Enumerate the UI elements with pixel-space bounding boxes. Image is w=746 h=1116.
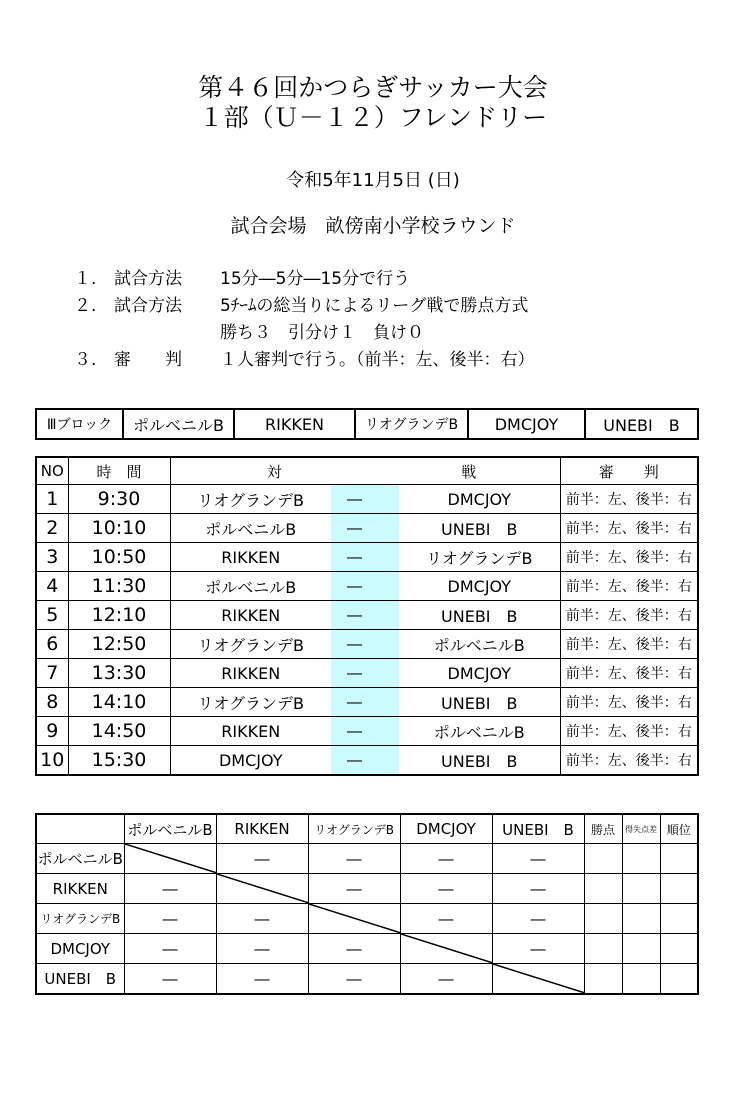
diagonal-line xyxy=(309,904,401,933)
schedule-row xyxy=(36,688,698,717)
result-cell: ― xyxy=(492,934,584,964)
match-number: 9 xyxy=(36,717,68,746)
league-standings-table xyxy=(35,813,699,995)
league-row xyxy=(36,874,698,904)
league-row xyxy=(36,934,698,964)
away-team: DMCJOY xyxy=(399,485,560,514)
referee-note: 前半：左、後半：右 xyxy=(560,601,698,630)
schedule-row xyxy=(36,659,698,688)
points-cell xyxy=(584,904,622,934)
header-time: 時 間 xyxy=(68,457,170,485)
vs-spacer xyxy=(378,630,399,659)
match-time: 14:50 xyxy=(68,717,170,746)
points-cell xyxy=(584,874,622,904)
match-number: 5 xyxy=(36,601,68,630)
match-time: 12:50 xyxy=(68,630,170,659)
referee-note: 前半：左、後半：右 xyxy=(560,572,698,601)
diagonal-line xyxy=(125,844,217,873)
vs-dash: ― xyxy=(331,688,378,717)
vs-dash: ― xyxy=(331,543,378,572)
away-team: リオグランデB xyxy=(399,543,560,572)
home-team: リオグランデB xyxy=(170,630,331,659)
referee-note: 前半：左、後半：右 xyxy=(560,688,698,717)
referee-note: 前半：左、後半：右 xyxy=(560,717,698,746)
tournament-title: 第４６回かつらぎサッカー大会 xyxy=(198,73,548,102)
points-cell xyxy=(584,964,622,995)
division-title: １部（Ｕ－１２）フレンドリー xyxy=(198,103,548,132)
col-team: ポルベニルB xyxy=(124,814,216,844)
match-time: 10:50 xyxy=(68,543,170,572)
schedule-row xyxy=(36,572,698,601)
self-match-diagonal xyxy=(492,964,584,995)
match-number: 4 xyxy=(36,572,68,601)
rule-number: ３. xyxy=(74,350,97,370)
col-points: 勝点 xyxy=(584,814,622,844)
home-team: RIKKEN xyxy=(170,717,331,746)
diagonal-line xyxy=(493,964,585,993)
result-cell: ― xyxy=(400,964,492,995)
away-team: ポルベニルB xyxy=(399,630,560,659)
vs-spacer xyxy=(378,572,399,601)
referee-note: 前半：左、後半：右 xyxy=(560,746,698,776)
block-team: UNEBI B xyxy=(585,409,698,439)
league-row xyxy=(36,964,698,995)
result-cell: ― xyxy=(124,934,216,964)
schedule-row xyxy=(36,630,698,659)
row-team: リオグランデB xyxy=(36,904,124,934)
match-number: 1 xyxy=(36,485,68,514)
rule-number: ２. xyxy=(74,296,97,316)
result-cell: ― xyxy=(124,964,216,995)
match-time: 15:30 xyxy=(68,746,170,776)
vs-dash: ― xyxy=(331,572,378,601)
goal-diff-cell xyxy=(622,904,660,934)
goal-diff-cell xyxy=(622,874,660,904)
result-cell: ― xyxy=(308,964,400,995)
vs-spacer xyxy=(378,717,399,746)
col-goal-diff: 得失点差 xyxy=(622,814,660,844)
home-team: RIKKEN xyxy=(170,659,331,688)
schedule-row xyxy=(36,514,698,543)
home-team: RIKKEN xyxy=(170,601,331,630)
match-time: 13:30 xyxy=(68,659,170,688)
result-cell: ― xyxy=(216,964,308,995)
result-cell: ― xyxy=(400,874,492,904)
home-team: RIKKEN xyxy=(170,543,331,572)
col-team: DMCJOY xyxy=(400,814,492,844)
rule-text: 勝ち３ 引分け１ 負け０ xyxy=(220,323,424,343)
league-row xyxy=(36,844,698,874)
league-header-row xyxy=(36,814,698,844)
match-time: 11:30 xyxy=(68,572,170,601)
away-team: UNEBI B xyxy=(399,514,560,543)
block-team: RIKKEN xyxy=(234,409,355,439)
corner-cell xyxy=(36,814,124,844)
result-cell: ― xyxy=(492,904,584,934)
rule-label: 審 判 xyxy=(114,350,182,370)
schedule-row xyxy=(36,543,698,572)
result-cell: ― xyxy=(492,874,584,904)
result-cell: ― xyxy=(308,844,400,874)
col-team: RIKKEN xyxy=(216,814,308,844)
home-team: ポルベニルB xyxy=(170,514,331,543)
header-vs: 対 xyxy=(170,457,378,485)
match-schedule-table xyxy=(35,456,699,776)
rank-cell xyxy=(660,874,698,904)
block-team: リオグランデB xyxy=(355,409,468,439)
match-time: 10:10 xyxy=(68,514,170,543)
self-match-diagonal xyxy=(124,844,216,874)
match-number: 8 xyxy=(36,688,68,717)
diagonal-line xyxy=(401,934,493,963)
vs-spacer xyxy=(378,601,399,630)
block-team: ポルベニルB xyxy=(123,409,234,439)
match-time: 12:10 xyxy=(68,601,170,630)
vs-spacer xyxy=(378,485,399,514)
rule-number: １. xyxy=(74,269,97,289)
rank-cell xyxy=(660,934,698,964)
referee-note: 前半：左、後半：右 xyxy=(560,659,698,688)
schedule-row xyxy=(36,746,698,776)
rule-label: 試合方法 xyxy=(114,296,182,316)
block-label: Ⅲブロック xyxy=(36,409,123,439)
home-team: DMCJOY xyxy=(170,746,331,776)
match-number: 2 xyxy=(36,514,68,543)
vs-spacer xyxy=(378,688,399,717)
away-team: DMCJOY xyxy=(399,572,560,601)
vs-dash: ― xyxy=(331,485,378,514)
vs-dash: ― xyxy=(331,717,378,746)
match-time: 14:10 xyxy=(68,688,170,717)
points-cell xyxy=(584,844,622,874)
self-match-diagonal xyxy=(308,904,400,934)
col-team: リオグランデB xyxy=(308,814,400,844)
col-rank: 順位 xyxy=(660,814,698,844)
rule-text: １人審判で行う。（前半：左、後半：右） xyxy=(220,350,535,370)
result-cell: ― xyxy=(124,874,216,904)
result-cell: ― xyxy=(308,874,400,904)
row-team: RIKKEN xyxy=(36,874,124,904)
match-time: 9:30 xyxy=(68,485,170,514)
diagonal-line xyxy=(217,874,309,903)
row-team: ポルベニルB xyxy=(36,844,124,874)
self-match-diagonal xyxy=(216,874,308,904)
self-match-diagonal xyxy=(400,934,492,964)
rank-cell xyxy=(660,904,698,934)
result-cell: ― xyxy=(216,904,308,934)
away-team: UNEBI B xyxy=(399,746,560,776)
event-date: 令和5年11月5日 (日) xyxy=(286,170,460,191)
referee-note: 前半：左、後半：右 xyxy=(560,543,698,572)
home-team: リオグランデB xyxy=(170,485,331,514)
header-no: NO xyxy=(36,457,68,485)
vs-spacer xyxy=(378,514,399,543)
rule-text: 15分―5分―15分で行う xyxy=(220,269,411,289)
vs-spacer xyxy=(378,746,399,776)
home-team: リオグランデB xyxy=(170,688,331,717)
match-number: 10 xyxy=(36,746,68,776)
vs-dash: ― xyxy=(331,630,378,659)
result-cell: ― xyxy=(308,934,400,964)
rule-label: 試合方法 xyxy=(114,269,182,289)
schedule-row xyxy=(36,485,698,514)
vs-dash: ― xyxy=(331,746,378,776)
goal-diff-cell xyxy=(622,844,660,874)
match-number: 3 xyxy=(36,543,68,572)
goal-diff-cell xyxy=(622,964,660,995)
block-teams-table xyxy=(35,408,699,440)
row-team: UNEBI B xyxy=(36,964,124,995)
header-match: 戦 xyxy=(378,457,560,485)
col-team: UNEBI B xyxy=(492,814,584,844)
result-cell: ― xyxy=(124,904,216,934)
match-number: 6 xyxy=(36,630,68,659)
away-team: UNEBI B xyxy=(399,688,560,717)
home-team: ポルベニルB xyxy=(170,572,331,601)
rank-cell xyxy=(660,844,698,874)
rank-cell xyxy=(660,964,698,995)
rule-text: 5ﾁｰﾑの総当りによるリーグ戦で勝点方式 xyxy=(220,296,529,316)
league-row xyxy=(36,904,698,934)
vs-dash: ― xyxy=(331,601,378,630)
result-cell: ― xyxy=(216,844,308,874)
result-cell: ― xyxy=(216,934,308,964)
referee-note: 前半：左、後半：右 xyxy=(560,485,698,514)
points-cell xyxy=(584,934,622,964)
goal-diff-cell xyxy=(622,934,660,964)
away-team: ポルベニルB xyxy=(399,717,560,746)
vs-spacer xyxy=(378,543,399,572)
vs-dash: ― xyxy=(331,514,378,543)
schedule-header-row xyxy=(36,457,698,485)
venue: 試合会場 畝傍南小学校ラウンド xyxy=(230,215,516,237)
referee-note: 前半：左、後半：右 xyxy=(560,630,698,659)
block-row xyxy=(36,409,698,439)
result-cell: ― xyxy=(400,844,492,874)
referee-note: 前半：左、後半：右 xyxy=(560,514,698,543)
block-team: DMCJOY xyxy=(468,409,585,439)
result-cell: ― xyxy=(492,844,584,874)
vs-spacer xyxy=(378,659,399,688)
away-team: DMCJOY xyxy=(399,659,560,688)
result-cell: ― xyxy=(400,904,492,934)
match-number: 7 xyxy=(36,659,68,688)
schedule-row xyxy=(36,601,698,630)
header-referee: 審 判 xyxy=(560,457,698,485)
vs-dash: ― xyxy=(331,659,378,688)
schedule-row xyxy=(36,717,698,746)
away-team: UNEBI B xyxy=(399,601,560,630)
row-team: DMCJOY xyxy=(36,934,124,964)
